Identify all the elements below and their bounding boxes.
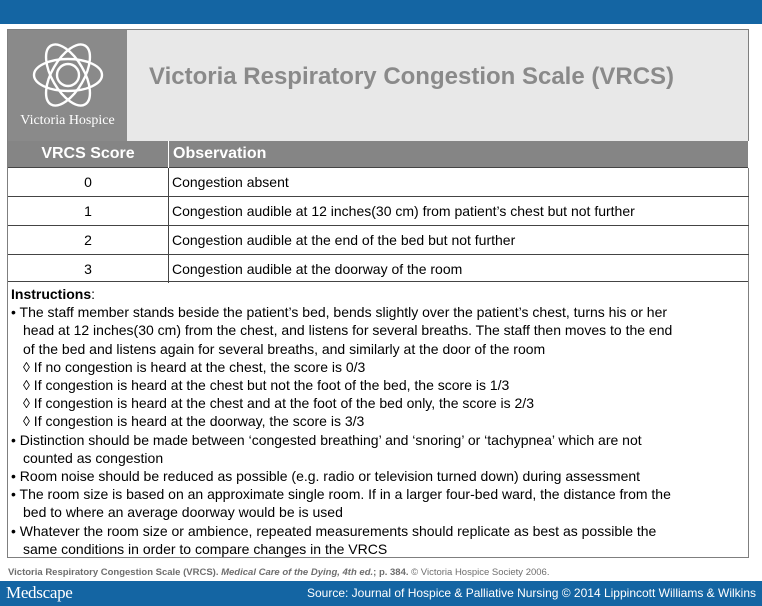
score-cell: 0 (8, 168, 169, 197)
top-bar (0, 0, 762, 24)
instruction-line: • Room noise should be reduced as possible (e.g. radio or television turned down) during assessment (11, 468, 641, 485)
score-cell: 2 (8, 226, 169, 255)
logo-name: Victoria Hospice (20, 113, 115, 128)
observation-cell: Congestion audible at the doorway of the room (169, 255, 749, 284)
instruction-line: • The staff member stands beside the patient’s bed, bends slightly over the patient’s chest, turns his or her (11, 304, 668, 321)
source-text: Source: Journal of Hospice & Palliative Nursing © 2014 Lippincott Williams & Wilkins (306, 586, 756, 600)
score-cell: 1 (8, 197, 169, 226)
instruction-subitem: ◊ If no congestion is heard at the chest, the score is 0/3 (23, 358, 366, 375)
score-cell: 3 (8, 255, 169, 284)
instruction-subitem: ◊ If congestion is heard at the chest but not the foot of the bed, the score is 1/3 (23, 377, 510, 394)
observation-cell: Congestion audible at the end of the bed but not further (169, 226, 749, 255)
vrcs-card (7, 29, 749, 558)
score-table (8, 141, 749, 283)
column-header-score: VRCS Score (8, 141, 169, 168)
instruction-line: • Whatever the room size or ambience, repeated measurements should replicate as best as possible the (11, 522, 657, 539)
instructions-heading: Instructions (11, 286, 92, 302)
knot-logo-icon (28, 36, 108, 114)
medscape-logo[interactable]: Medscape (6, 583, 73, 602)
card-header (8, 30, 748, 141)
caption-copyright: © Victoria Hospice Society 2006. (411, 567, 550, 578)
instruction-line: • Distinction should be made between ‘congested breathing’ and ‘snoring’ or ‘tachypnea’ which are not (11, 431, 642, 448)
table-row (8, 226, 749, 255)
observation-cell: Congestion absent (169, 168, 749, 197)
table-row (8, 168, 749, 197)
table-row (8, 255, 749, 284)
instruction-line: head at 12 inches(30 cm) from the chest, and listens for several breaths. The staff then moves to the end (23, 322, 673, 339)
instructions-colon: : (91, 286, 96, 302)
caption-book: Medical Care of the Dying, 4th ed. (221, 567, 374, 578)
footer-bar (0, 581, 762, 606)
victoria-hospice-logo (8, 30, 127, 141)
instruction-line: of the bed and listens again for several breaths, and similarly at the door of the room (23, 340, 546, 357)
instruction-subitem: ◊ If congestion is heard at the doorway, the score is 3/3 (23, 413, 365, 430)
instructions-section (8, 281, 748, 558)
instructions-heading-line (11, 285, 748, 303)
observation-cell: Congestion audible at 12 inches(30 cm) from patient’s chest but not further (169, 197, 749, 226)
table-header-row (8, 141, 749, 168)
column-header-observation: Observation (169, 141, 749, 168)
page-title: Victoria Respiratory Congestion Scale (VRCS) (149, 63, 675, 90)
instruction-line: same conditions in order to compare changes in the VRCS (23, 540, 388, 557)
caption-title: Victoria Respiratory Congestion Scale (VRCS). (8, 567, 219, 578)
instruction-line: • The room size is based on an approximate single room. If in a larger four-bed ward, the distance from the (11, 486, 671, 503)
instruction-line: counted as congestion (23, 449, 164, 466)
table-row (8, 197, 749, 226)
figure-caption (8, 567, 549, 578)
caption-page: ; p. 384. (373, 567, 409, 578)
instruction-subitem: ◊ If congestion is heard at the chest and at the foot of the bed only, the score is 2/3 (23, 395, 534, 412)
instruction-line: bed to where an average doorway would be is used (23, 504, 343, 521)
